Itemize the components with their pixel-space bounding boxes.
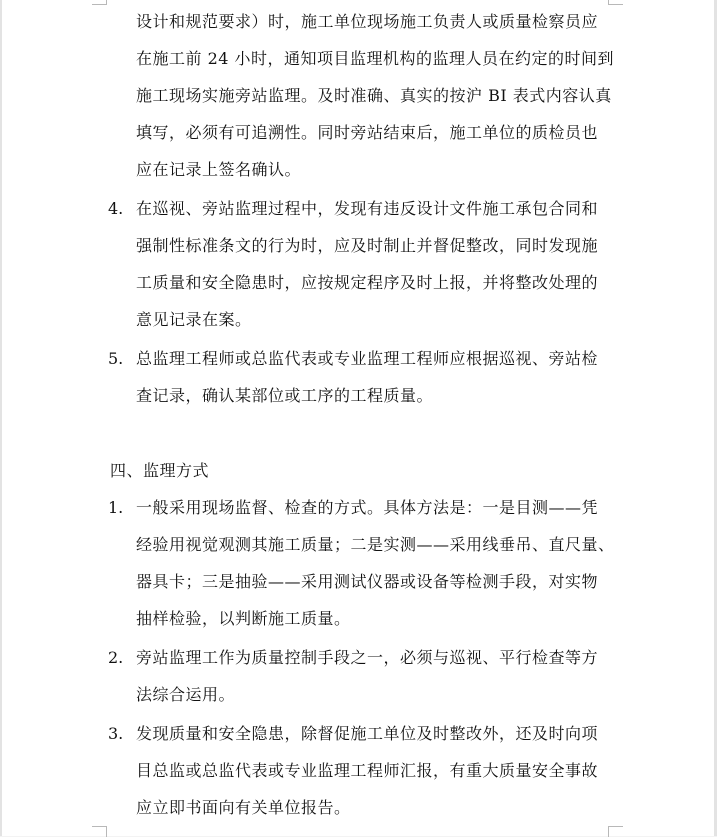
margin-marker-bottom-right [608,826,623,837]
paragraph-line: 设计和规范要求）时，施工单位现场施工负责人或质量检察员应 [136,12,599,31]
paragraph-line: 器具卡；三是抽验——采用测试仪器或设备等检测手段，对实物 [136,572,599,591]
paragraph-line: 强制性标准条文的行为时，应及时制止并督促整改，同时发现施 [136,236,599,255]
paragraph-line: 工质量和安全隐患时，应按规定程序及时上报，并将整改处理的 [136,273,599,292]
margin-marker-top-right [608,0,623,5]
margin-marker-top-left [92,0,107,5]
paragraph-line: 旁站监理工作为质量控制手段之一，必须与巡视、平行检查等方 [136,648,599,667]
section-heading: 四、监理方式 [110,461,210,480]
paragraph-line: 在巡视、旁站监理过程中，发现有违反设计文件施工承包合同和 [136,199,599,218]
list-number: 1. [108,498,124,517]
paragraph-line: 意见记录在案。 [136,310,252,329]
paragraph-line: 在施工前 24 小时，通知项目监理机构的监理人员在约定的时间到 [136,49,615,68]
paragraph-line: 查记录，确认某部位或工序的工程质量。 [136,386,434,405]
list-number: 3. [108,724,124,743]
list-number: 5. [108,349,124,368]
list-number: 4. [108,199,124,218]
paragraph-line: 经验用视觉观测其施工质量；二是实测——采用线垂吊、直尺量、 [136,535,615,554]
paragraph-line: 发现质量和安全隐患，除督促施工单位及时整改外，还及时向项 [136,724,599,743]
paragraph-line: 目总监或总监代表或专业监理工程师汇报，有重大质量安全事故 [136,761,599,780]
paragraph-line: 总监理工程师或总监代表或专业监理工程师应根据巡视、旁站检 [136,349,599,368]
paragraph-line: 法综合运用。 [136,685,236,704]
paragraph-line: 抽样检验，以判断施工质量。 [136,609,351,628]
paragraph-line: 一般采用现场监督、检查的方式。具体方法是：一是目测——凭 [136,498,599,517]
paragraph-line: 填写，必须有可追溯性。同时旁站结束后，施工单位的质检员也 [136,123,599,142]
paragraph-line: 应立即书面向有关单位报告。 [136,798,351,817]
margin-marker-bottom-left [92,826,107,837]
list-number: 2. [108,648,124,667]
paragraph-line: 施工现场实施旁站监理。及时准确、真实的按沪 BI 表式内容认真 [136,86,612,105]
page-edge-left [0,0,2,836]
paragraph-line: 应在记录上签名确认。 [136,160,302,179]
